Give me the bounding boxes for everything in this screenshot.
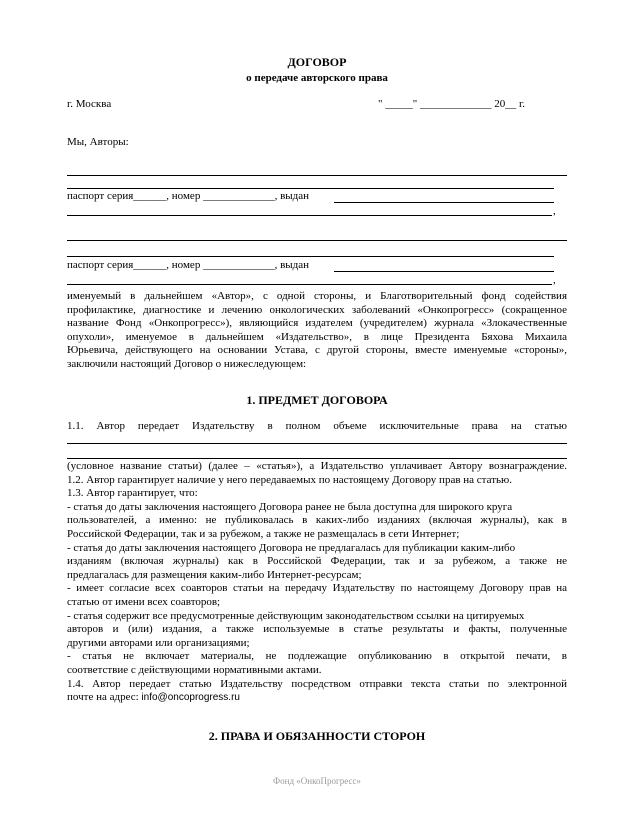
passport-line-2: паспорт серия______, номер _____________, выдан: [67, 259, 310, 271]
document-title: ДОГОВОР: [287, 55, 347, 69]
comma: ,: [553, 274, 556, 286]
text-line: статью от имени всех соавторов;: [67, 595, 221, 608]
text-line: соответствие с действующими нормативными актами.: [67, 663, 322, 676]
blank-line: [67, 240, 567, 241]
text-line: 1.2. Автор гарантирует наличие у него передаваемых по настоящему Договору прав на статью.: [67, 473, 513, 486]
text-line: - статья содержит все предусмотренные действующим законодательством ссылки на цитируемых: [67, 609, 525, 622]
text-line: - статья до даты заключения настоящего Договора ранее не была доступна для широкого круга: [67, 500, 513, 513]
blank-line: [67, 443, 567, 444]
section-heading: 2. ПРАВА И ОБЯЗАННОСТИ СТОРОН: [208, 729, 426, 743]
intro-paragraph: [67, 290, 567, 372]
blank-line: [67, 284, 552, 285]
text-line: - статья до даты заключения настоящего Договора не предлагалась для публикации каким-либо: [67, 541, 516, 554]
text-line: (условное название статьи) (далее – «статья»), а Издательство уплачивает Автору вознаграждение.: [67, 460, 567, 472]
section1-body: [67, 460, 567, 705]
text-line: - статья не включает материалы, не подлежащие опубликованию в открытой печати, в: [67, 650, 567, 663]
email-link[interactable]: info@oncoprogress.ru: [141, 692, 240, 704]
text-line: - имеет согласие всех соавторов статьи на передачу Издательству по настоящему Договору прав на: [67, 582, 567, 595]
passport-line-1: паспорт серия______, номер _____________, выдан: [67, 190, 310, 202]
blank-line: [67, 175, 567, 176]
text-line: профилактике, диагностике и лечению онкологических заболеваний «Онкопрогресс» (сокращенное: [67, 303, 567, 316]
page-footer: Фонд «ОнкоПрогресс»: [273, 776, 361, 786]
text-line: Юрьевича, действующего на основании Устава, с другой стороны, вместе именуемые «стороны»,: [67, 344, 567, 357]
city: г. Москва: [67, 98, 112, 110]
text-line: 1.1. Автор передает Издательству в полном объеме исключительные права на статью: [67, 420, 567, 432]
text-line: изданиям (включая журналы) как в Российской Федерации, так и за рубежом, а также не: [67, 555, 567, 568]
blank-line: [67, 215, 552, 216]
text-line: Российской Федерации, так и за рубежом, а также не размещалась в сети Интернет;: [67, 527, 460, 540]
blank-line: [334, 271, 554, 272]
text-line: другими авторами или организациями;: [67, 636, 250, 649]
text-line: заключили настоящий Договор о нижеследующем:: [67, 357, 307, 370]
email-line: [67, 691, 567, 705]
blank-line: [67, 188, 554, 189]
text-line: 1.4. Автор передает статью Издательству посредством отправки текста статьи по электронной: [67, 677, 567, 690]
text-line: предлагалась для размещения каким-либо Интернет-ресурсам;: [67, 568, 362, 581]
text-line: 1.3. Автор гарантирует, что:: [67, 487, 198, 500]
blank-line: [334, 202, 554, 203]
date-line: " _____" _____________ 20__ г.: [378, 98, 526, 110]
blank-line: [67, 256, 554, 257]
document-subtitle: о передаче авторского права: [246, 72, 388, 84]
clause-1-1: [67, 420, 567, 434]
email-prefix: почте на адрес:: [67, 691, 142, 704]
section-heading: 1. ПРЕДМЕТ ДОГОВОРА: [246, 393, 388, 407]
blank-line: [67, 458, 567, 459]
authors-label: Мы, Авторы:: [67, 136, 129, 148]
text-line: название Фонд «Онкопрогресс»), являющийся издателем (учредителем) журнала «Злокачественные: [67, 317, 567, 330]
text-line: пользователей, а именно: не публиковалась в каких-либо изданиях (включая журналы), как в: [67, 514, 567, 527]
comma: ,: [553, 205, 556, 217]
text-line: именуемый в дальнейшем «Автор», с одной стороны, и Благотворительный фонд содействия: [67, 290, 567, 302]
text-line: опухоли», именуемое в дальнейшем «Издательство», в лице Президента Бяхова Михаила: [67, 330, 567, 343]
text-line: авторов и (или) издания, а также используемые в статье результаты и факты, полученные: [67, 623, 567, 636]
